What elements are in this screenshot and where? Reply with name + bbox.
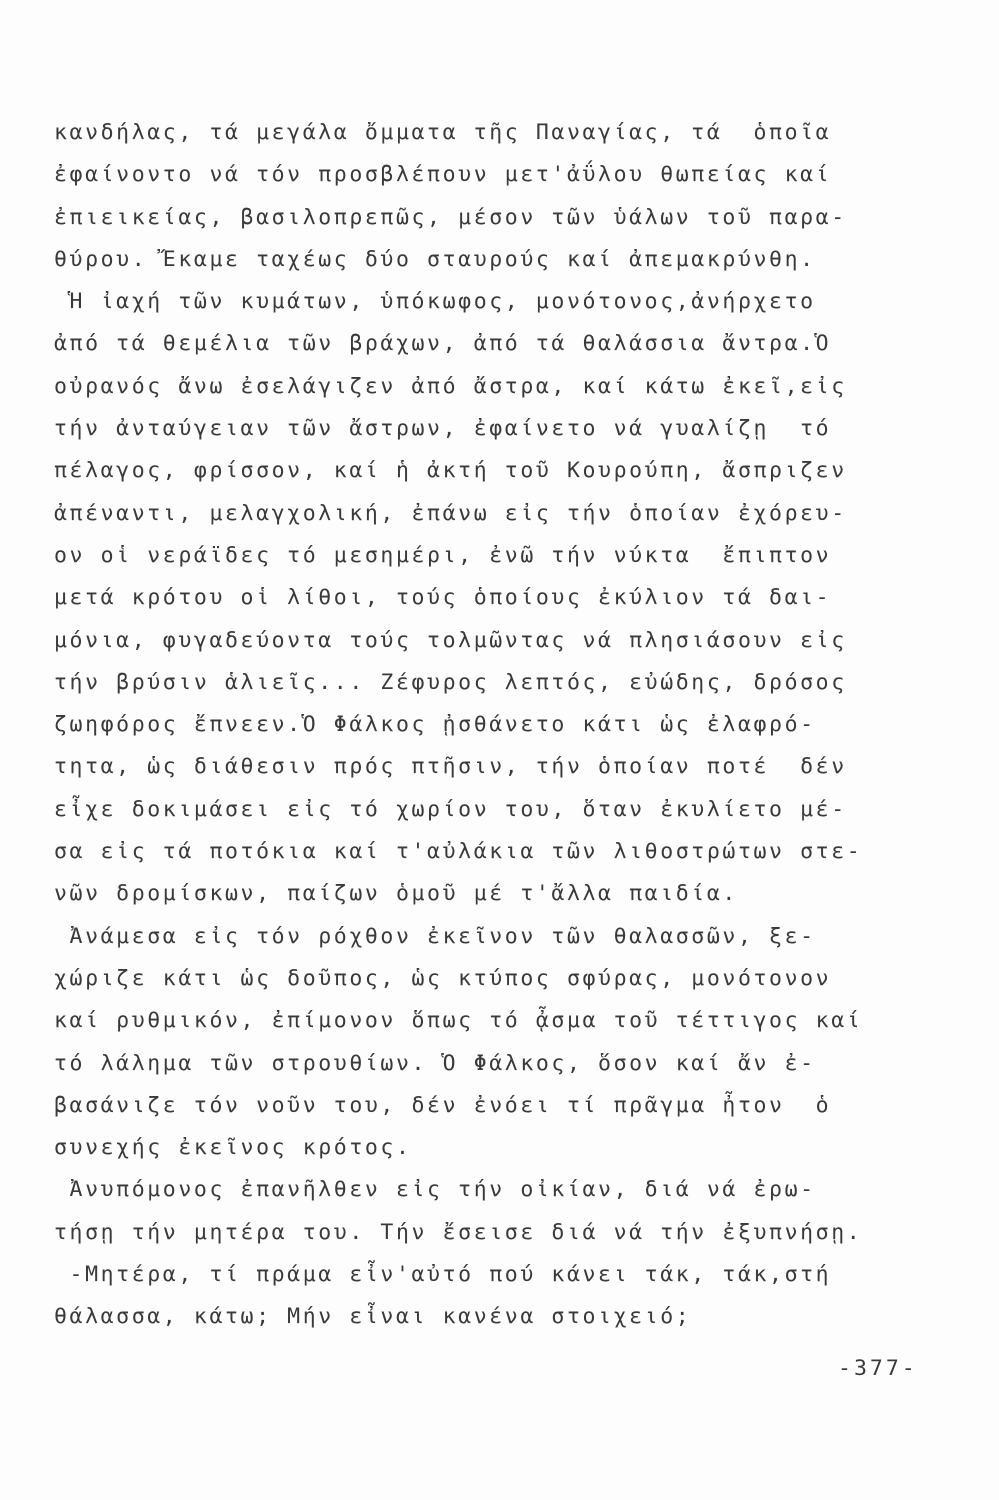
text-line: ἀπό τά θεμέλια τῶν βράχων, ἀπό τά θαλάσσια ἄντρα.Ὁ [54, 331, 832, 357]
text-line: ἐφαίνοντο νά τόν προσβλέπουν μετ'ἀΰλου θωπείας καί [54, 162, 832, 188]
text-line: τητα, ὡς διάθεσιν πρός πτῆσιν, τήν ὁποίαν ποτέ δέν [54, 754, 847, 780]
text-line: ἀπέναντι, μελαγχολική, ἐπάνω εἰς τήν ὁποίαν ἐχόρευ- [54, 500, 847, 526]
text-line: νῶν δρομίσκων, παίζων ὁμοῦ μέ τ'ἄλλα παιδία. [54, 881, 738, 907]
text-line: τήν βρύσιν ἁλιεῖς... Ζέφυρος λεπτός, εὐώδης, δρόσος [54, 669, 847, 695]
text-line: ζωηφόρος ἔπνεεν.Ὁ Φάλκος ᾐσθάνετο κάτι ὡς ἐλαφρό- [54, 712, 816, 738]
text-line: τήσῃ τήν μητέρα του. Τήν ἔσεισε διά νά τήν ἐξυπνήσῃ. [54, 1219, 863, 1245]
text-line: τό λάλημα τῶν στρουθίων. Ὁ Φάλκος, ὅσον καί ἄν ἐ- [54, 1050, 816, 1076]
text-line: πέλαγος, φρίσσον, καί ἡ ἀκτή τοῦ Κουρούπη, ἄσπριζεν [54, 458, 847, 484]
text-line: ἐπιεικείας, βασιλοπρεπῶς, μέσον τῶν ὑάλων τοῦ παρα- [54, 204, 847, 230]
text-line: σα εἰς τά ποτόκια καί τ'αὐλάκια τῶν λιθοστρώτων στε- [54, 839, 863, 865]
text-line: καί ρυθμικόν, ἐπίμονον ὅπως τό ᾆσμα τοῦ τέττιγος καί [54, 1008, 863, 1034]
text-line: τήν ἀνταύγειαν τῶν ἄστρων, ἐφαίνετο νά γυαλίζῃ τό [54, 416, 832, 442]
text-line: οὐρανός ἄνω ἐσελάγιζεν ἀπό ἄστρα, καί κάτω ἐκεῖ,εἰς [54, 373, 847, 399]
text-line: κανδήλας, τά μεγάλα ὄμματα τῆς Παναγίας, τά ὁποῖα [54, 120, 832, 145]
text-line: μόνια, φυγαδεύοντα τούς τολμῶντας νά πλησιάσουν εἰς [54, 627, 847, 653]
text-line: θύρου. Ἔκαμε ταχέως δύο σταυρούς καί ἀπεμακρύνθη. [54, 246, 816, 272]
text-line: μετά κρότου οἱ λίθοι, τούς ὁποίους ἐκύλιον τά δαι- [54, 585, 832, 611]
text-line: -Μητέρα, τί πράμα εἶν'αὐτό πού κάνει τάκ, τάκ,στή [54, 1262, 832, 1288]
body-text [54, 112, 934, 1339]
text-line: ον οἱ νεράϊδες τό μεσημέρι, ἐνῶ τήν νύκτα ἔπιπτον [54, 542, 832, 568]
text-line: θάλασσα, κάτω; Μήν εἶναι κανένα στοιχειό; [54, 1304, 692, 1330]
page-number: -377- [838, 1356, 918, 1381]
text-line: Ἡ ἰαχή τῶν κυμάτων, ὑπόκωφος, μονότονος,ἀνήρχετο [54, 289, 816, 315]
text-line: βασάνιζε τόν νοῦν του, δέν ἐνόει τί πρᾶγμα ἦτον ὁ [54, 1092, 832, 1118]
text-line: εἶχε δοκιμάσει εἰς τό χωρίον του, ὅταν ἐκυλίετο μέ- [54, 796, 847, 822]
text-line: συνεχής ἐκεῖνος κρότος. [54, 1135, 412, 1161]
text-line: χώριζε κάτι ὡς δοῦπος, ὡς κτύπος σφύρας, μονότονον [54, 965, 832, 991]
text-line: Ἀνάμεσα εἰς τόν ρόχθον ἐκεῖνον τῶν θαλασσῶν, ξε- [54, 923, 816, 949]
text-line: Ἀνυπόμονος ἐπανῆλθεν εἰς τήν οἰκίαν, διά νά ἐρω- [54, 1177, 816, 1203]
